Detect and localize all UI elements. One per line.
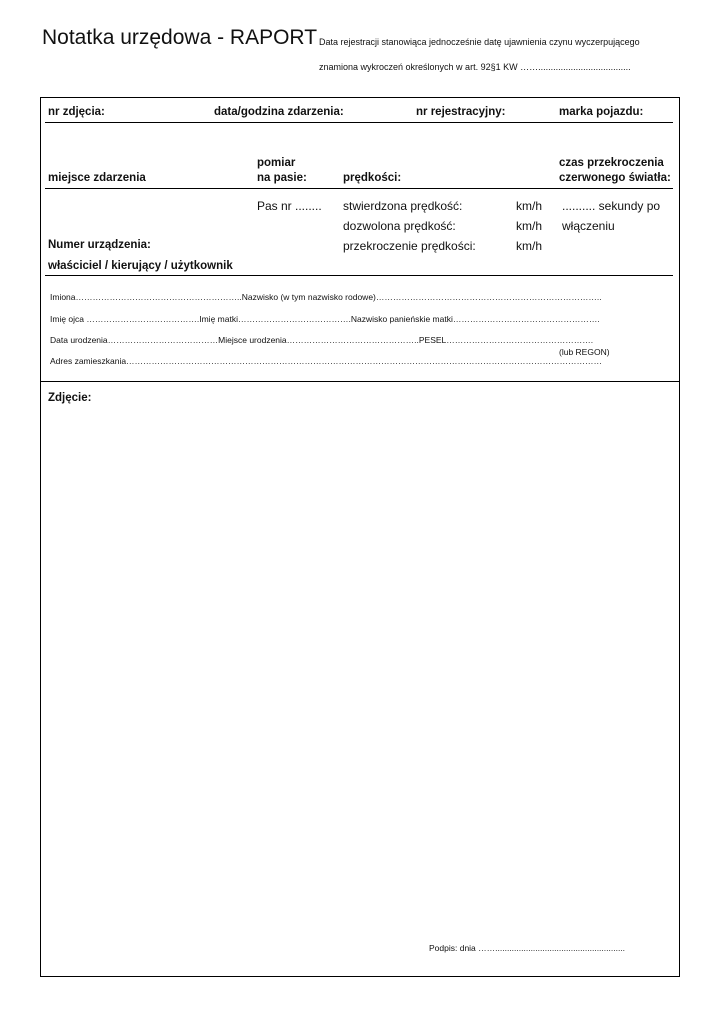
vehicle-make-label: marka pojazdu:	[559, 106, 644, 118]
measured-speed-label: stwierdzona prędkość:	[343, 199, 463, 213]
allowed-speed-unit: km/h	[516, 219, 543, 233]
photo-number-label: nr zdjęcia:	[48, 106, 105, 118]
registration-note-line1: Data rejestracji stanowiąca jednocześnie datę ujawnienia czynu wyczerpującego	[319, 37, 640, 47]
frame-left-line	[40, 97, 41, 977]
device-number-label: Numer urządzenia:	[48, 239, 151, 251]
regon-note: (lub REGON)	[559, 347, 610, 357]
lane-number-field: Pas nr ........	[257, 199, 322, 213]
red-light-time-label-line2: czerwonego światła:	[559, 172, 671, 184]
speeds-label: prędkości:	[343, 172, 402, 184]
registration-note-line2: znamiona wykroczeń określonych w art. 92§1 KW …….....................................	[319, 62, 631, 72]
speed-excess-label: przekroczenie prędkości:	[343, 239, 476, 253]
measured-speed-unit: km/h	[516, 199, 543, 213]
frame-right-line	[679, 97, 680, 977]
frame-bottom-line	[40, 976, 680, 977]
first-names-surname-line: Imiona…………………………………………………..Nazwisko (w tym nazwisko rodowe)……………………………………………………………………..	[50, 292, 602, 302]
red-light-time-label-line1: czas przekroczenia	[559, 157, 664, 169]
parents-names-line: Imię ojca ………………………………….Imię matki………………………………….Nazwisko panieńskie matki…………………………………………….	[50, 314, 600, 324]
lane-measurement-label-line1: pomiar	[257, 157, 296, 169]
address-line: Adres zamieszkania……………………………………………………………………………………………………………………………………………………	[50, 356, 603, 366]
birth-pesel-line: Data urodzenia…………………………………Miejsce urodzenia………………………………………..PESEL…………………………………………….	[50, 335, 594, 345]
red-light-seconds-field: .......... sekundy po	[562, 199, 661, 213]
lane-measurement-label-line2: na pasie:	[257, 172, 307, 184]
red-light-switched-on-text: włączeniu	[562, 219, 615, 233]
allowed-speed-label: dozwolona prędkość:	[343, 219, 456, 233]
top-row-underline	[45, 122, 673, 123]
event-datetime-label: data/godzina zdarzenia:	[214, 106, 344, 118]
owner-driver-user-label: właściciel / kierujący / użytkownik	[48, 260, 233, 272]
document-title: Notatka urzędowa - RAPORT	[42, 26, 318, 49]
signature-date-line: Podpis: dnia …….......................................................	[429, 943, 626, 953]
event-place-label: miejsce zdarzenia	[48, 172, 146, 184]
owner-section-underline	[45, 275, 673, 276]
photo-label: Zdjęcie:	[48, 392, 92, 404]
frame-top-line	[40, 97, 680, 98]
second-row-underline	[45, 188, 673, 189]
registration-number-label: nr rejestracyjny:	[416, 106, 506, 118]
personal-section-divider	[40, 381, 680, 382]
speed-excess-unit: km/h	[516, 239, 543, 253]
